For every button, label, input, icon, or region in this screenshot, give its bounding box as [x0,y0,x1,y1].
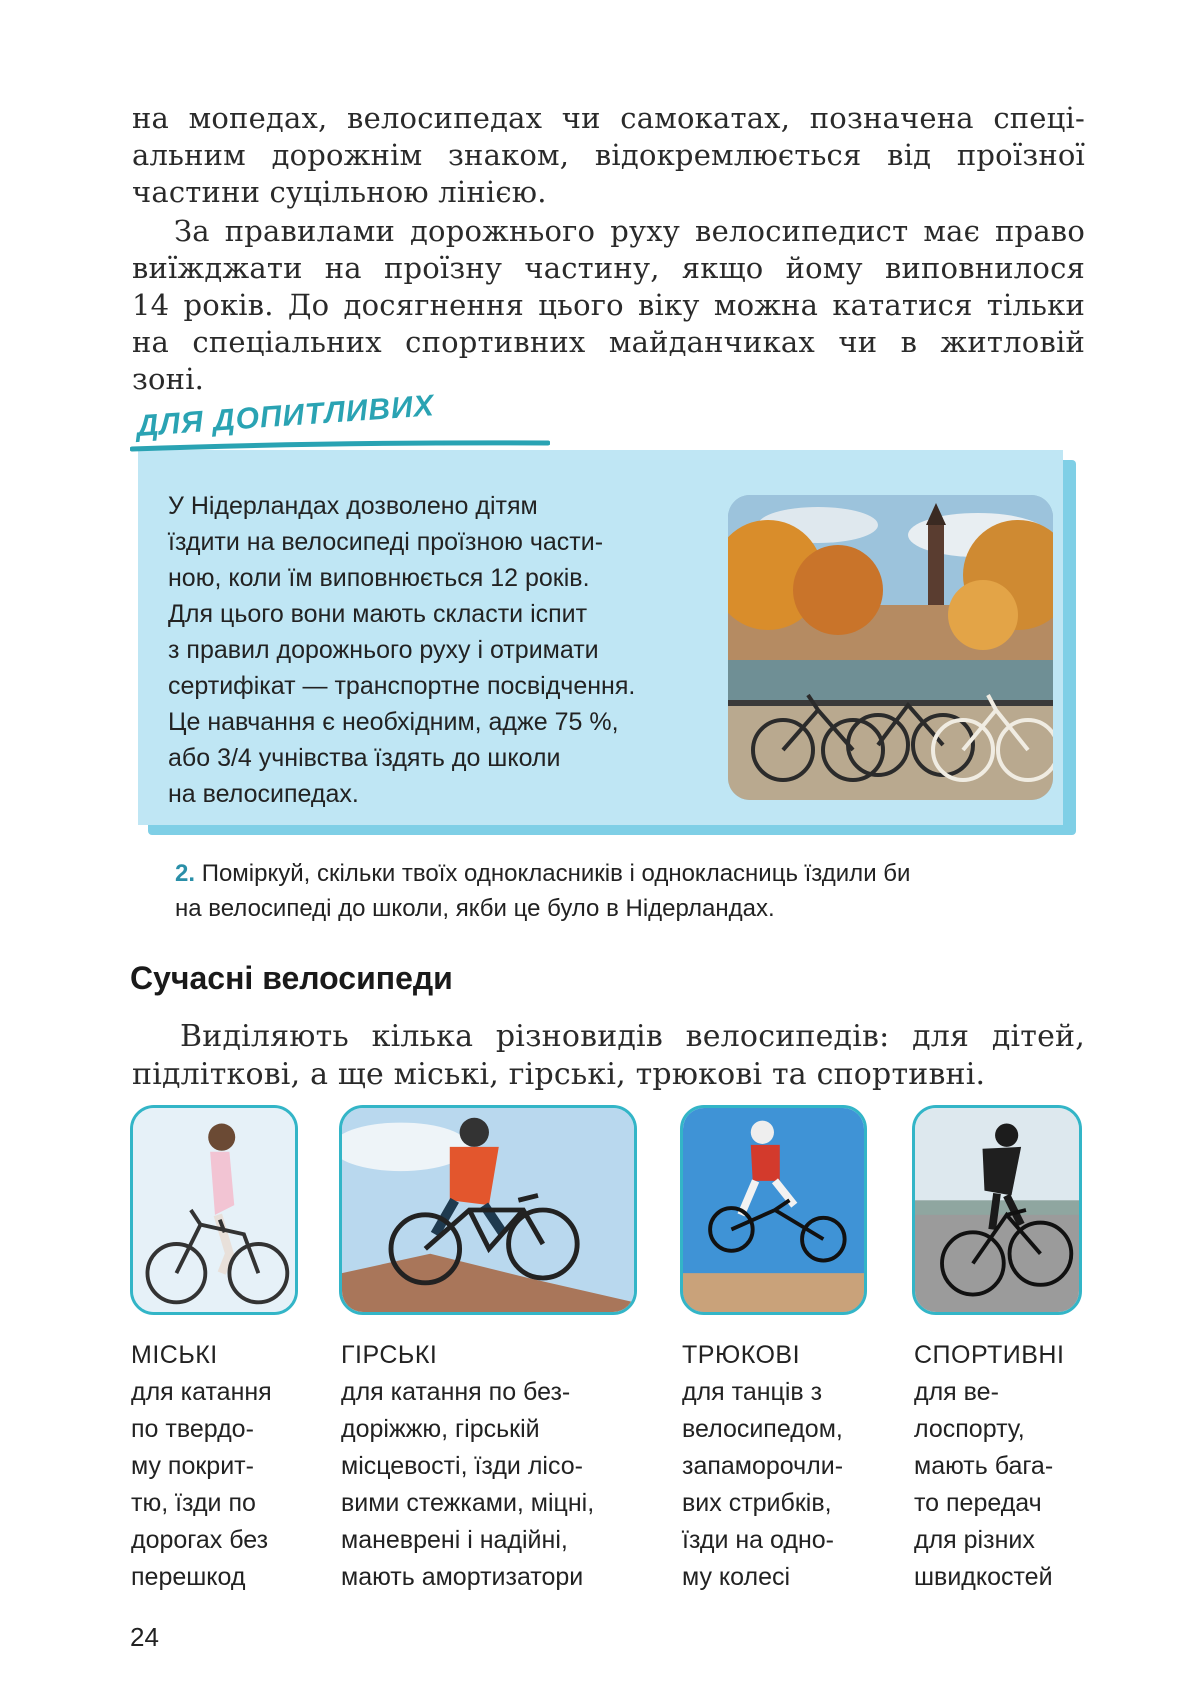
desc-line: швидкостей [914,1563,1053,1591]
box-line: ною, коли їм виповнюється 12 років. [168,564,590,592]
title-underline [130,440,550,452]
desc-line: то передач [914,1489,1042,1517]
desc-line: по твердо- [131,1415,254,1443]
bike-type-title: ГІРСЬКІ [341,1341,438,1369]
paragraph-line: частини суцільною лінією. [132,175,547,209]
section-heading: Сучасні велосипеди [130,960,453,996]
sport-bike-description [914,1337,1064,1596]
sport-bike-photo [912,1105,1082,1315]
city-bike-photo [130,1105,298,1315]
mountain-bike-description [341,1337,594,1596]
amsterdam-canal-photo [728,495,1053,800]
paragraph-continuation [132,100,1085,211]
desc-line: перешкод [131,1563,246,1591]
desc-line: му покрит- [131,1452,254,1480]
paragraph-line: на мопедах, велосипедах чи самокатах, позначена спеці- [132,101,1085,135]
paragraph-line: виїжджати на проїзну частину, якщо йому виповнилося [132,251,1085,285]
paragraph-age-rule [132,213,1085,398]
box-line: Для цього вони мають скласти іспит [168,600,588,628]
desc-line: їзди на одно- [682,1526,834,1554]
desc-line: маневрені і надійні, [341,1526,568,1554]
box-line: їздити на велосипеді проїзною части- [168,528,604,556]
desc-line: дорогах без [131,1526,269,1554]
mountain-bike-photo [339,1105,637,1315]
bike-type-title: ТРЮКОВІ [682,1341,801,1369]
desc-line: лоспорту, [914,1415,1025,1443]
stunt-bike-description [682,1337,843,1596]
desc-line: місцевості, їзди лісо- [341,1452,583,1480]
desc-line: для танців з [682,1378,823,1406]
bike-type-title: СПОРТИВНІ [914,1341,1065,1369]
paragraph-line: альним дорожнім знаком, відокремлюється від проїзної [132,138,1085,172]
desc-line: вими стежками, міцні, [341,1489,595,1517]
box-line: сертифікат — транспортне посвідчення. [168,672,636,700]
box-line: У Нідерландах дозволено дітям [168,492,538,520]
box-line: з правил дорожнього руху і отримати [168,636,599,664]
box-line: або 3/4 учнівства їздять до школи [168,744,561,772]
stunt-bike-photo [680,1105,867,1315]
paragraph-line: За правилами дорожнього руху велосипедист має право [174,214,1085,248]
desc-line: велосипедом, [682,1415,843,1443]
question-text: Поміркуй, скільки твоїх однокласників і однокласниць їздили би [201,860,911,887]
box-line: Це навчання є необхідним, адже 75 %, [168,708,619,736]
city-bike-description [131,1337,272,1596]
box-line: на велосипедах. [168,780,359,808]
desc-line: для катання по без- [341,1378,571,1406]
paragraph-line: підліткові, а ще міські, гірські, трюкові та спортивні. [132,1057,986,1092]
desc-line: му колесі [682,1563,791,1591]
question-text: на велосипеді до школи, якби це було в Нідерландах. [175,895,775,922]
desc-line: мають бага- [914,1452,1054,1480]
page-number: 24 [130,1622,159,1652]
question-2 [175,856,1095,926]
section-intro [132,1018,1085,1094]
desc-line: мають амортизатори [341,1563,584,1591]
paragraph-line: на спеціальних спортивних майданчиках чи в житловій [132,325,1085,359]
desc-line: вих стрибків, [682,1489,832,1517]
curious-box-title: ДЛЯ ДОПИТЛИВИХ [135,389,436,444]
paragraph-line: Виділяють кілька різновидів велосипедів: для дітей, [180,1019,1085,1054]
desc-line: для різних [914,1526,1035,1554]
desc-line: для катання [131,1378,272,1406]
bike-type-title: МІСЬКІ [131,1341,218,1369]
question-number: 2. [175,860,196,887]
curious-box-text [168,488,708,812]
desc-line: тю, їзди по [131,1489,256,1517]
desc-line: доріжжю, гірській [341,1415,540,1443]
paragraph-line: зоні. [132,362,205,396]
paragraph-line: 14 років. До досягнення цього віку можна кататися тільки [132,288,1085,322]
desc-line: для ве- [914,1378,999,1406]
desc-line: запаморочли- [682,1452,844,1480]
